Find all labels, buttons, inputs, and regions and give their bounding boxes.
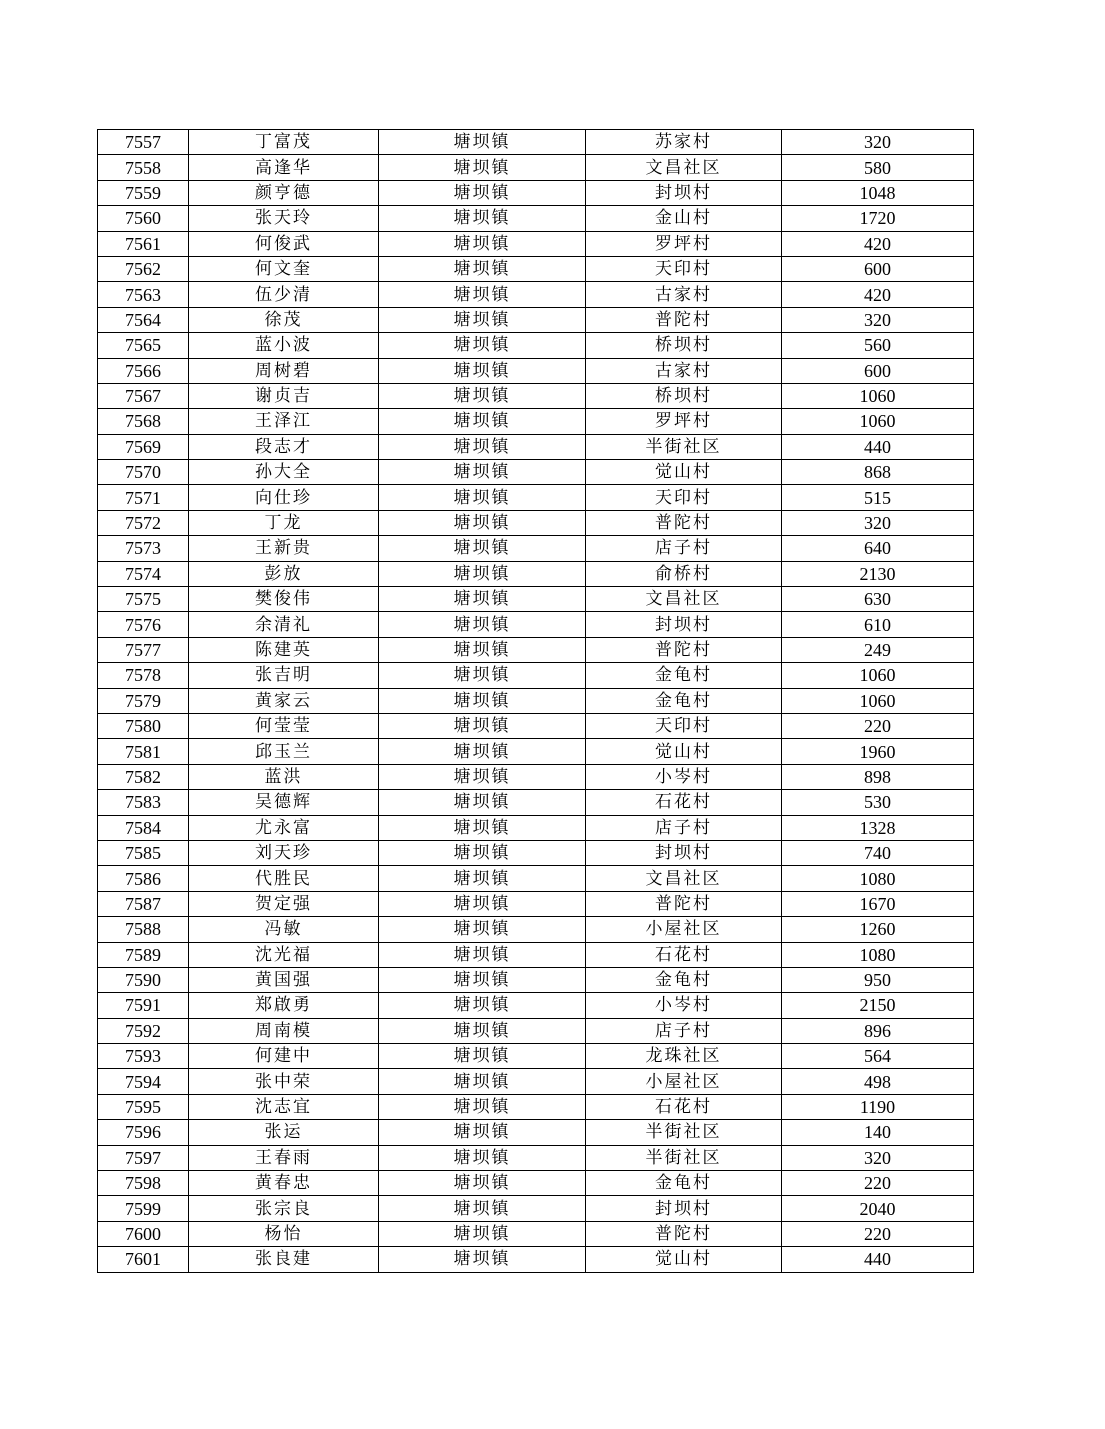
serial-number-cell: 7558 bbox=[98, 155, 189, 180]
name-cell: 陈建英 bbox=[189, 637, 379, 662]
table-row bbox=[98, 383, 974, 408]
table-row bbox=[98, 155, 974, 180]
village-cell: 金龟村 bbox=[586, 967, 782, 992]
village-cell: 苏家村 bbox=[586, 130, 782, 155]
amount-cell: 140 bbox=[782, 1120, 974, 1145]
village-cell: 普陀村 bbox=[586, 891, 782, 916]
table-row bbox=[98, 231, 974, 256]
amount-cell: 320 bbox=[782, 1145, 974, 1170]
town-cell: 塘坝镇 bbox=[379, 1247, 586, 1272]
name-cell: 王泽江 bbox=[189, 409, 379, 434]
serial-number-cell: 7589 bbox=[98, 942, 189, 967]
village-cell: 罗坪村 bbox=[586, 231, 782, 256]
table-row bbox=[98, 434, 974, 459]
village-cell: 小屋社区 bbox=[586, 1069, 782, 1094]
village-cell: 普陀村 bbox=[586, 637, 782, 662]
table-row bbox=[98, 993, 974, 1018]
amount-cell: 630 bbox=[782, 587, 974, 612]
village-cell: 俞桥村 bbox=[586, 561, 782, 586]
town-cell: 塘坝镇 bbox=[379, 333, 586, 358]
village-cell: 普陀村 bbox=[586, 510, 782, 535]
serial-number-cell: 7585 bbox=[98, 840, 189, 865]
town-cell: 塘坝镇 bbox=[379, 434, 586, 459]
table-row bbox=[98, 663, 974, 688]
serial-number-cell: 7587 bbox=[98, 891, 189, 916]
amount-cell: 600 bbox=[782, 358, 974, 383]
serial-number-cell: 7563 bbox=[98, 282, 189, 307]
serial-number-cell: 7583 bbox=[98, 790, 189, 815]
amount-cell: 1260 bbox=[782, 917, 974, 942]
serial-number-cell: 7592 bbox=[98, 1018, 189, 1043]
village-cell: 石花村 bbox=[586, 1094, 782, 1119]
table-row bbox=[98, 713, 974, 738]
serial-number-cell: 7566 bbox=[98, 358, 189, 383]
name-cell: 樊俊伟 bbox=[189, 587, 379, 612]
village-cell: 金龟村 bbox=[586, 1171, 782, 1196]
table-row bbox=[98, 1069, 974, 1094]
amount-cell: 1080 bbox=[782, 866, 974, 891]
serial-number-cell: 7579 bbox=[98, 688, 189, 713]
town-cell: 塘坝镇 bbox=[379, 1069, 586, 1094]
serial-number-cell: 7596 bbox=[98, 1120, 189, 1145]
village-cell: 天印村 bbox=[586, 256, 782, 281]
town-cell: 塘坝镇 bbox=[379, 536, 586, 561]
amount-cell: 440 bbox=[782, 434, 974, 459]
village-cell: 文昌社区 bbox=[586, 587, 782, 612]
name-cell: 高逢华 bbox=[189, 155, 379, 180]
name-cell: 张良建 bbox=[189, 1247, 379, 1272]
serial-number-cell: 7562 bbox=[98, 256, 189, 281]
table-row bbox=[98, 333, 974, 358]
town-cell: 塘坝镇 bbox=[379, 460, 586, 485]
amount-cell: 950 bbox=[782, 967, 974, 992]
serial-number-cell: 7595 bbox=[98, 1094, 189, 1119]
name-cell: 杨怡 bbox=[189, 1221, 379, 1246]
serial-number-cell: 7569 bbox=[98, 434, 189, 459]
table-row bbox=[98, 587, 974, 612]
amount-cell: 420 bbox=[782, 282, 974, 307]
village-cell: 古家村 bbox=[586, 358, 782, 383]
table-row bbox=[98, 637, 974, 662]
amount-cell: 580 bbox=[782, 155, 974, 180]
name-cell: 代胜民 bbox=[189, 866, 379, 891]
amount-cell: 420 bbox=[782, 231, 974, 256]
serial-number-cell: 7586 bbox=[98, 866, 189, 891]
town-cell: 塘坝镇 bbox=[379, 764, 586, 789]
town-cell: 塘坝镇 bbox=[379, 840, 586, 865]
name-cell: 贺定强 bbox=[189, 891, 379, 916]
village-cell: 封坝村 bbox=[586, 840, 782, 865]
village-cell: 觉山村 bbox=[586, 1247, 782, 1272]
village-cell: 店子村 bbox=[586, 1018, 782, 1043]
town-cell: 塘坝镇 bbox=[379, 739, 586, 764]
serial-number-cell: 7576 bbox=[98, 612, 189, 637]
table-row bbox=[98, 866, 974, 891]
town-cell: 塘坝镇 bbox=[379, 307, 586, 332]
serial-number-cell: 7594 bbox=[98, 1069, 189, 1094]
village-cell: 文昌社区 bbox=[586, 155, 782, 180]
name-cell: 周南模 bbox=[189, 1018, 379, 1043]
table-row bbox=[98, 1018, 974, 1043]
serial-number-cell: 7568 bbox=[98, 409, 189, 434]
table-row bbox=[98, 688, 974, 713]
town-cell: 塘坝镇 bbox=[379, 815, 586, 840]
name-cell: 何文奎 bbox=[189, 256, 379, 281]
name-cell: 吴德辉 bbox=[189, 790, 379, 815]
amount-cell: 1060 bbox=[782, 409, 974, 434]
amount-cell: 440 bbox=[782, 1247, 974, 1272]
town-cell: 塘坝镇 bbox=[379, 485, 586, 510]
name-cell: 邱玉兰 bbox=[189, 739, 379, 764]
serial-number-cell: 7590 bbox=[98, 967, 189, 992]
amount-cell: 515 bbox=[782, 485, 974, 510]
town-cell: 塘坝镇 bbox=[379, 256, 586, 281]
town-cell: 塘坝镇 bbox=[379, 1171, 586, 1196]
table-row bbox=[98, 256, 974, 281]
serial-number-cell: 7577 bbox=[98, 637, 189, 662]
amount-cell: 220 bbox=[782, 1221, 974, 1246]
village-cell: 金龟村 bbox=[586, 663, 782, 688]
amount-cell: 1080 bbox=[782, 942, 974, 967]
town-cell: 塘坝镇 bbox=[379, 1044, 586, 1069]
town-cell: 塘坝镇 bbox=[379, 358, 586, 383]
serial-number-cell: 7573 bbox=[98, 536, 189, 561]
name-cell: 沈志宜 bbox=[189, 1094, 379, 1119]
amount-cell: 600 bbox=[782, 256, 974, 281]
table-row bbox=[98, 840, 974, 865]
name-cell: 张天玲 bbox=[189, 206, 379, 231]
town-cell: 塘坝镇 bbox=[379, 1018, 586, 1043]
serial-number-cell: 7578 bbox=[98, 663, 189, 688]
village-cell: 半街社区 bbox=[586, 434, 782, 459]
table-row bbox=[98, 942, 974, 967]
table-row bbox=[98, 1044, 974, 1069]
village-cell: 封坝村 bbox=[586, 1196, 782, 1221]
town-cell: 塘坝镇 bbox=[379, 942, 586, 967]
serial-number-cell: 7581 bbox=[98, 739, 189, 764]
village-cell: 店子村 bbox=[586, 815, 782, 840]
table-row bbox=[98, 1145, 974, 1170]
table-row bbox=[98, 485, 974, 510]
table-row bbox=[98, 307, 974, 332]
table-row bbox=[98, 358, 974, 383]
amount-cell: 896 bbox=[782, 1018, 974, 1043]
name-cell: 张宗良 bbox=[189, 1196, 379, 1221]
name-cell: 张吉明 bbox=[189, 663, 379, 688]
town-cell: 塘坝镇 bbox=[379, 231, 586, 256]
amount-cell: 2150 bbox=[782, 993, 974, 1018]
serial-number-cell: 7588 bbox=[98, 917, 189, 942]
town-cell: 塘坝镇 bbox=[379, 409, 586, 434]
town-cell: 塘坝镇 bbox=[379, 180, 586, 205]
serial-number-cell: 7565 bbox=[98, 333, 189, 358]
amount-cell: 740 bbox=[782, 840, 974, 865]
village-cell: 普陀村 bbox=[586, 307, 782, 332]
amount-cell: 1060 bbox=[782, 383, 974, 408]
amount-cell: 1720 bbox=[782, 206, 974, 231]
town-cell: 塘坝镇 bbox=[379, 1221, 586, 1246]
name-cell: 张中荣 bbox=[189, 1069, 379, 1094]
town-cell: 塘坝镇 bbox=[379, 713, 586, 738]
name-cell: 段志才 bbox=[189, 434, 379, 459]
village-cell: 封坝村 bbox=[586, 180, 782, 205]
payment-table bbox=[97, 129, 974, 1273]
name-cell: 何建中 bbox=[189, 1044, 379, 1069]
serial-number-cell: 7591 bbox=[98, 993, 189, 1018]
amount-cell: 564 bbox=[782, 1044, 974, 1069]
amount-cell: 560 bbox=[782, 333, 974, 358]
serial-number-cell: 7593 bbox=[98, 1044, 189, 1069]
village-cell: 石花村 bbox=[586, 942, 782, 967]
village-cell: 文昌社区 bbox=[586, 866, 782, 891]
name-cell: 蓝洪 bbox=[189, 764, 379, 789]
serial-number-cell: 7574 bbox=[98, 561, 189, 586]
town-cell: 塘坝镇 bbox=[379, 891, 586, 916]
amount-cell: 498 bbox=[782, 1069, 974, 1094]
town-cell: 塘坝镇 bbox=[379, 155, 586, 180]
serial-number-cell: 7559 bbox=[98, 180, 189, 205]
amount-cell: 2040 bbox=[782, 1196, 974, 1221]
village-cell: 封坝村 bbox=[586, 612, 782, 637]
serial-number-cell: 7599 bbox=[98, 1196, 189, 1221]
table-row bbox=[98, 1196, 974, 1221]
amount-cell: 1048 bbox=[782, 180, 974, 205]
serial-number-cell: 7560 bbox=[98, 206, 189, 231]
town-cell: 塘坝镇 bbox=[379, 967, 586, 992]
village-cell: 半街社区 bbox=[586, 1120, 782, 1145]
name-cell: 冯敏 bbox=[189, 917, 379, 942]
table-row bbox=[98, 739, 974, 764]
village-cell: 觉山村 bbox=[586, 739, 782, 764]
table-row bbox=[98, 536, 974, 561]
village-cell: 觉山村 bbox=[586, 460, 782, 485]
name-cell: 郑啟勇 bbox=[189, 993, 379, 1018]
table-body bbox=[98, 130, 974, 1273]
table-row bbox=[98, 917, 974, 942]
town-cell: 塘坝镇 bbox=[379, 790, 586, 815]
table-row bbox=[98, 1247, 974, 1272]
table-row bbox=[98, 612, 974, 637]
village-cell: 桥坝村 bbox=[586, 333, 782, 358]
town-cell: 塘坝镇 bbox=[379, 612, 586, 637]
table-row bbox=[98, 1221, 974, 1246]
name-cell: 王新贵 bbox=[189, 536, 379, 561]
serial-number-cell: 7597 bbox=[98, 1145, 189, 1170]
town-cell: 塘坝镇 bbox=[379, 206, 586, 231]
table-row bbox=[98, 180, 974, 205]
serial-number-cell: 7598 bbox=[98, 1171, 189, 1196]
name-cell: 黄家云 bbox=[189, 688, 379, 713]
name-cell: 孙大全 bbox=[189, 460, 379, 485]
serial-number-cell: 7564 bbox=[98, 307, 189, 332]
name-cell: 周树碧 bbox=[189, 358, 379, 383]
serial-number-cell: 7584 bbox=[98, 815, 189, 840]
town-cell: 塘坝镇 bbox=[379, 383, 586, 408]
amount-cell: 320 bbox=[782, 307, 974, 332]
table-row bbox=[98, 460, 974, 485]
amount-cell: 898 bbox=[782, 764, 974, 789]
amount-cell: 1328 bbox=[782, 815, 974, 840]
amount-cell: 2130 bbox=[782, 561, 974, 586]
serial-number-cell: 7557 bbox=[98, 130, 189, 155]
name-cell: 尤永富 bbox=[189, 815, 379, 840]
town-cell: 塘坝镇 bbox=[379, 866, 586, 891]
serial-number-cell: 7572 bbox=[98, 510, 189, 535]
table-row bbox=[98, 130, 974, 155]
name-cell: 谢贞吉 bbox=[189, 383, 379, 408]
table-row bbox=[98, 409, 974, 434]
town-cell: 塘坝镇 bbox=[379, 130, 586, 155]
amount-cell: 320 bbox=[782, 510, 974, 535]
town-cell: 塘坝镇 bbox=[379, 510, 586, 535]
town-cell: 塘坝镇 bbox=[379, 637, 586, 662]
amount-cell: 220 bbox=[782, 713, 974, 738]
serial-number-cell: 7571 bbox=[98, 485, 189, 510]
serial-number-cell: 7601 bbox=[98, 1247, 189, 1272]
amount-cell: 1670 bbox=[782, 891, 974, 916]
village-cell: 桥坝村 bbox=[586, 383, 782, 408]
town-cell: 塘坝镇 bbox=[379, 917, 586, 942]
serial-number-cell: 7567 bbox=[98, 383, 189, 408]
name-cell: 王春雨 bbox=[189, 1145, 379, 1170]
table-row bbox=[98, 891, 974, 916]
name-cell: 彭放 bbox=[189, 561, 379, 586]
name-cell: 刘天珍 bbox=[189, 840, 379, 865]
town-cell: 塘坝镇 bbox=[379, 1145, 586, 1170]
village-cell: 天印村 bbox=[586, 485, 782, 510]
amount-cell: 1060 bbox=[782, 688, 974, 713]
table-row bbox=[98, 815, 974, 840]
village-cell: 古家村 bbox=[586, 282, 782, 307]
table-row bbox=[98, 282, 974, 307]
name-cell: 何俊武 bbox=[189, 231, 379, 256]
village-cell: 石花村 bbox=[586, 790, 782, 815]
name-cell: 沈光福 bbox=[189, 942, 379, 967]
village-cell: 罗坪村 bbox=[586, 409, 782, 434]
amount-cell: 1060 bbox=[782, 663, 974, 688]
name-cell: 黄春忠 bbox=[189, 1171, 379, 1196]
town-cell: 塘坝镇 bbox=[379, 587, 586, 612]
table-row bbox=[98, 206, 974, 231]
town-cell: 塘坝镇 bbox=[379, 663, 586, 688]
name-cell: 何莹莹 bbox=[189, 713, 379, 738]
name-cell: 张运 bbox=[189, 1120, 379, 1145]
town-cell: 塘坝镇 bbox=[379, 993, 586, 1018]
name-cell: 余清礼 bbox=[189, 612, 379, 637]
table-row bbox=[98, 510, 974, 535]
village-cell: 天印村 bbox=[586, 713, 782, 738]
name-cell: 伍少清 bbox=[189, 282, 379, 307]
table-row bbox=[98, 1120, 974, 1145]
serial-number-cell: 7561 bbox=[98, 231, 189, 256]
name-cell: 丁富茂 bbox=[189, 130, 379, 155]
name-cell: 黄国强 bbox=[189, 967, 379, 992]
table-row bbox=[98, 967, 974, 992]
table-row bbox=[98, 1094, 974, 1119]
amount-cell: 320 bbox=[782, 130, 974, 155]
village-cell: 小岑村 bbox=[586, 764, 782, 789]
name-cell: 徐茂 bbox=[189, 307, 379, 332]
town-cell: 塘坝镇 bbox=[379, 282, 586, 307]
table-row bbox=[98, 561, 974, 586]
town-cell: 塘坝镇 bbox=[379, 1094, 586, 1119]
name-cell: 丁龙 bbox=[189, 510, 379, 535]
table-row bbox=[98, 1171, 974, 1196]
village-cell: 普陀村 bbox=[586, 1221, 782, 1246]
amount-cell: 530 bbox=[782, 790, 974, 815]
village-cell: 金龟村 bbox=[586, 688, 782, 713]
serial-number-cell: 7600 bbox=[98, 1221, 189, 1246]
table-row bbox=[98, 790, 974, 815]
town-cell: 塘坝镇 bbox=[379, 1196, 586, 1221]
amount-cell: 1190 bbox=[782, 1094, 974, 1119]
amount-cell: 868 bbox=[782, 460, 974, 485]
town-cell: 塘坝镇 bbox=[379, 1120, 586, 1145]
amount-cell: 220 bbox=[782, 1171, 974, 1196]
village-cell: 金山村 bbox=[586, 206, 782, 231]
serial-number-cell: 7580 bbox=[98, 713, 189, 738]
serial-number-cell: 7582 bbox=[98, 764, 189, 789]
village-cell: 半街社区 bbox=[586, 1145, 782, 1170]
name-cell: 向仕珍 bbox=[189, 485, 379, 510]
serial-number-cell: 7570 bbox=[98, 460, 189, 485]
table-row bbox=[98, 764, 974, 789]
amount-cell: 1960 bbox=[782, 739, 974, 764]
village-cell: 店子村 bbox=[586, 536, 782, 561]
village-cell: 小屋社区 bbox=[586, 917, 782, 942]
amount-cell: 249 bbox=[782, 637, 974, 662]
name-cell: 蓝小波 bbox=[189, 333, 379, 358]
town-cell: 塘坝镇 bbox=[379, 688, 586, 713]
amount-cell: 610 bbox=[782, 612, 974, 637]
amount-cell: 640 bbox=[782, 536, 974, 561]
serial-number-cell: 7575 bbox=[98, 587, 189, 612]
village-cell: 小岑村 bbox=[586, 993, 782, 1018]
name-cell: 颜亨德 bbox=[189, 180, 379, 205]
village-cell: 龙珠社区 bbox=[586, 1044, 782, 1069]
town-cell: 塘坝镇 bbox=[379, 561, 586, 586]
